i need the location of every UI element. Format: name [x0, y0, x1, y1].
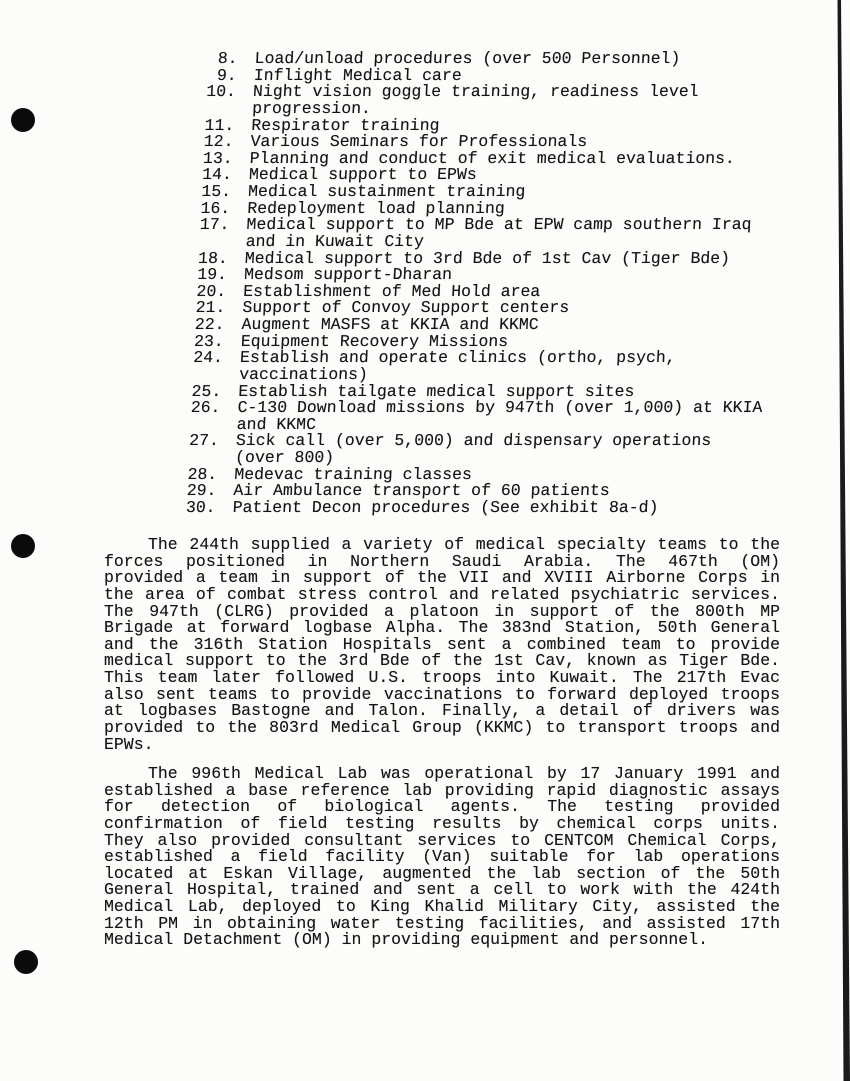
- list-item: [194, 217, 776, 250]
- list-item-line: Establish tailgate medical support sites: [237, 381, 635, 401]
- list-item-number: 15.: [200, 182, 232, 201]
- paragraph-line: EPWs.: [104, 734, 154, 754]
- list-item-number: 30.: [185, 497, 217, 517]
- list-item-number: 22.: [194, 315, 226, 334]
- list-item-line: Augment MASFS at KKIA and KKMC: [241, 315, 540, 334]
- hole-punch-mark-2: [11, 534, 35, 558]
- list-item-line: C-130 Download missions by 947th (over 1,000) at KKIA: [237, 398, 763, 418]
- list-item: [185, 400, 767, 433]
- list-item-text: [239, 350, 676, 383]
- list-item-line: vaccinations): [238, 364, 369, 384]
- list-item-number: 19.: [196, 265, 228, 285]
- paragraph-line: This team later followed U.S. troops into Kuwait. The 217th Evac: [104, 668, 780, 687]
- paragraph-line: established a base reference lab providing rapid diagnostic assays: [104, 780, 780, 800]
- list-item-line: progression.: [251, 98, 372, 118]
- list-item-number: 23.: [193, 331, 225, 351]
- list-item: [181, 497, 762, 517]
- paragraph-line: The 996th Medical Lab was operational by 17 January 1991 and: [148, 764, 780, 783]
- paragraph-line: They also provided consultant services to CENTCOM Chemical Corps,: [104, 830, 780, 850]
- list-item-number: 13.: [202, 148, 234, 168]
- paragraph-line: Brigade at forward logbase Alpha. The 383nd Station, 50th General: [104, 618, 780, 638]
- list-item-line: Medevac training classes: [233, 464, 473, 484]
- paragraph-line: The 244th supplied a variety of medical specialty teams to the: [148, 535, 780, 554]
- paragraph-line: medical support to the 3rd Bde of the 1st Cav, known as Tiger Bde.: [104, 651, 780, 671]
- list-item-line: Medical support to EPWs: [248, 165, 478, 185]
- list-item-line: Load/unload procedures (over 500 Personnel): [254, 49, 681, 68]
- list-item-number: 28.: [187, 464, 218, 484]
- list-item-number: 26.: [190, 398, 222, 418]
- list-item-line: Various Seminars for Professionals: [250, 132, 588, 152]
- paragraph-line: established a field facility (Van) suitable for lab operations: [104, 847, 780, 867]
- list-item-line: Inflight Medical care: [253, 65, 463, 85]
- paragraph-line: provided to the 803rd Medical Group (KKMC) to transport troops and: [104, 717, 780, 737]
- list-item-number: 17.: [199, 215, 230, 235]
- list-item-line: Establish and operate clinics (ortho, psych,: [239, 348, 677, 368]
- list-item-number: 16.: [200, 198, 231, 218]
- list-item-line: Equipment Recovery Missions: [240, 331, 509, 351]
- list-item-line: Planning and conduct of exit medical evaluations.: [249, 148, 736, 168]
- paragraph-line: the area of combat stress control and related psychiatric services.: [104, 584, 780, 604]
- paragraph-line: forces positioned in Northern Saudi Arabia. The 467th (OM): [104, 551, 780, 571]
- paragraph-line: also sent teams to provide vaccinations to forward deployed troops: [104, 684, 780, 704]
- list-item-number: 10.: [205, 82, 237, 102]
- list-item-line: Patient Decon procedures (See exhibit 8a-d): [232, 497, 659, 517]
- list-item-line: (over 800): [234, 448, 335, 467]
- list-item-number: 8.: [217, 49, 239, 68]
- list-item-text: [235, 433, 712, 466]
- list-item-line: Support of Convoy Support centers: [241, 298, 570, 318]
- list-item-line: Sick call (over 5,000) and dispensary operations: [235, 431, 712, 451]
- list-item-line: Medical support to 3rd Bde of 1st Cav (Tiger Bde): [244, 248, 731, 268]
- list-item-text: [245, 217, 752, 250]
- paragraph-line: Medical Lab, deployed to King Khalid Military City, assisted the: [104, 897, 780, 916]
- paragraph-2: [104, 766, 780, 949]
- paragraph-1: [104, 537, 780, 753]
- numbered-list: [181, 51, 784, 517]
- list-item-line: Night vision goggle training, readiness level: [252, 82, 700, 102]
- list-item-number: 11.: [204, 115, 235, 135]
- paragraph-line: General Hospital, trained and sent a cell to work with the 424th: [104, 880, 780, 900]
- list-item-number: 24.: [192, 348, 224, 368]
- list-item-line: and in Kuwait City: [245, 231, 425, 251]
- list-item-number: 18.: [197, 248, 229, 268]
- list-item-line: Establishment of Med Hold area: [242, 281, 541, 301]
- hole-punch-mark-1: [11, 108, 35, 132]
- list-item-number: 12.: [203, 132, 235, 152]
- list-item-number: 21.: [195, 298, 226, 318]
- list-item-line: Respirator training: [250, 115, 440, 135]
- list-item-number: 9.: [216, 65, 238, 85]
- list-item-number: 27.: [188, 431, 220, 451]
- list-item-line: Redeployment load planning: [246, 198, 506, 218]
- paragraph-line: provided a team in support of the VII and XVIII Airborne Corps in: [104, 568, 780, 588]
- list-item: [201, 84, 783, 117]
- list-item-number: 29.: [186, 481, 217, 501]
- paragraph-line: at logbases Bastogne and Talon. Finally, a detail of drivers was: [104, 701, 780, 721]
- paragraph-line: Medical Detachment (OM) in providing equipment and personnel.: [104, 930, 708, 950]
- list-item-number: 14.: [201, 165, 233, 185]
- paragraph-line: for detection of biological agents. The testing provided: [104, 797, 780, 817]
- list-item-line: and KKMC: [236, 414, 317, 434]
- list-item-line: Medsom support-Dharan: [243, 265, 453, 285]
- paragraph-line: confirmation of field testing results by chemical corps units.: [104, 813, 780, 833]
- list-item-number: 20.: [196, 281, 227, 301]
- list-item-text: [232, 497, 659, 517]
- list-item-line: Air Ambulance transport of 60 patients: [233, 481, 611, 501]
- list-item-number: 25.: [191, 381, 222, 401]
- list-item-text: [236, 400, 762, 433]
- paragraph-line: 12th PM in obtaining water testing facilities, and assisted 17th: [104, 913, 780, 933]
- list-item: [184, 433, 766, 466]
- list-item: [188, 350, 770, 383]
- list-item-text: [252, 84, 699, 117]
- paragraph-line: and the 316th Station Hospitals sent a combined team to provide: [104, 634, 780, 654]
- list-item-line: Medical sustainment training: [247, 182, 526, 201]
- hole-punch-mark-3: [14, 950, 38, 974]
- paragraph-line: The 947th (CLRG) provided a platoon in support of the 800th MP: [104, 601, 780, 621]
- list-item-line: Medical support to MP Bde at EPW camp southern Iraq: [246, 215, 752, 235]
- paragraph-line: located at Eskan Village, augmented the lab section of the 50th: [104, 863, 780, 883]
